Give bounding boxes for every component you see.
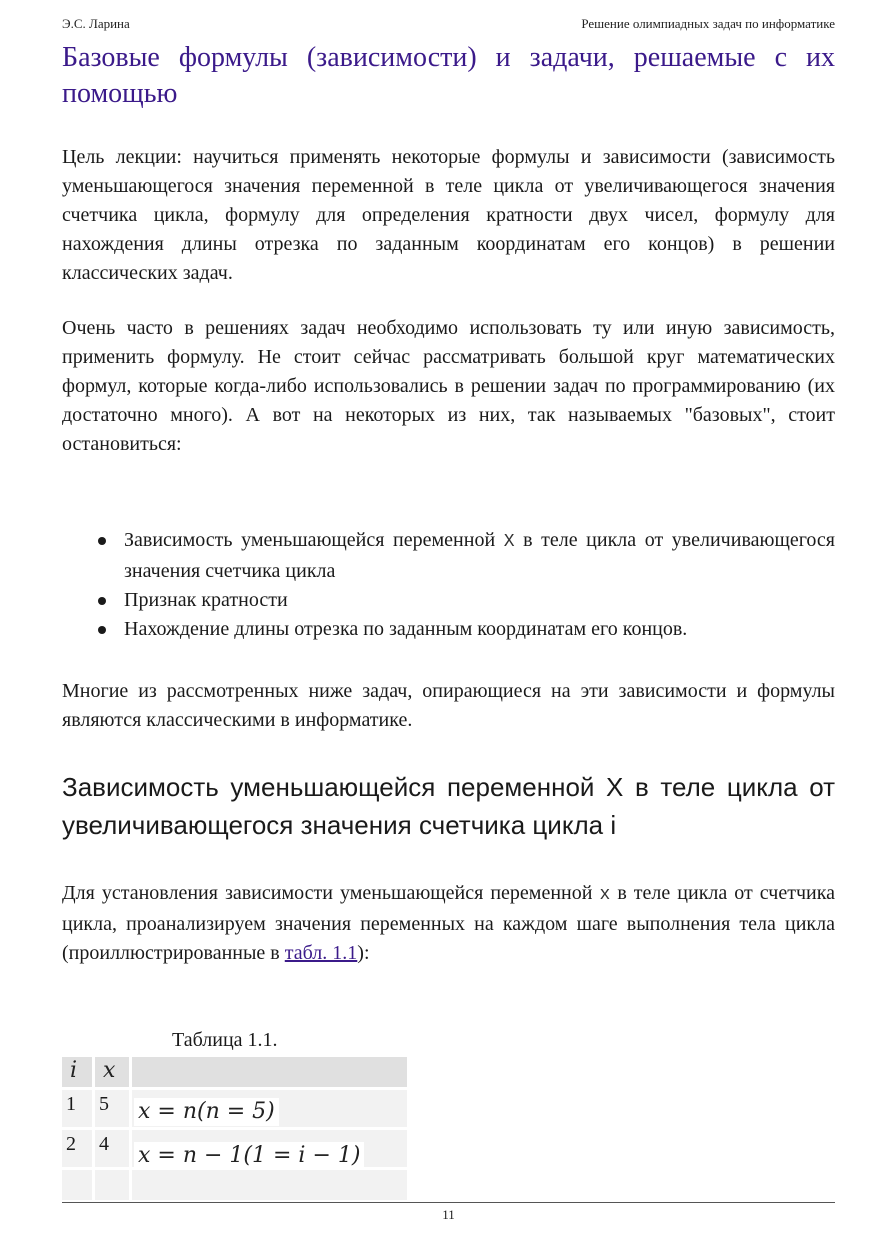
table-header-cell <box>62 1057 95 1090</box>
table-header-cell <box>132 1057 410 1090</box>
header-course-title: Решение олимпиадных задач по информатике <box>581 16 835 31</box>
table-header-i: i <box>70 1058 78 1083</box>
footer-divider <box>62 1202 835 1203</box>
table-cell-i <box>62 1170 95 1203</box>
table-cell-x: 5 <box>95 1090 132 1130</box>
table-cell-x: 4 <box>95 1130 132 1170</box>
classic-tasks-paragraph: Многие из рассмотренных ниже задач, опирающиеся на эти зависимости и формулы являются классическими в информатике. <box>62 680 835 731</box>
table-header-x: x <box>103 1058 116 1083</box>
list-item-text: Зависимость уменьшающейся переменной <box>124 529 496 551</box>
formula-image: x = n(n = 5) <box>134 1098 279 1126</box>
list-item-text: в теле цикла от увеличивающегося значения счетчика цикла <box>124 529 835 582</box>
list-item <box>62 526 835 586</box>
section-text: Для установления зависимости уменьшающейся переменной <box>62 882 593 904</box>
intro-paragraph: Очень часто в решениях задач необходимо использовать ту или иную зависимость, применить формулу. Не стоит сейчас рассматривать большой круг математических формул, которые когда-либо использовались в решении задач по программированию (их достаточно много). А вот на некоторых из них, так называемых "базовых", стоит остановиться: <box>62 317 835 455</box>
formula-image: x = n − 1(1 = i − 1) <box>134 1142 364 1170</box>
running-header <box>62 16 835 32</box>
document-page <box>62 0 835 1241</box>
section-text: в теле цикла от счетчика цикла, проанализируем значения переменных на каждом шаге выполнения тела цикла (проиллюстрированные в <box>62 882 836 964</box>
table-cell-formula <box>132 1130 410 1170</box>
bullet-icon <box>98 626 106 634</box>
section-text: ): <box>357 942 370 964</box>
values-table <box>62 1057 410 1203</box>
header-author: Э.С. Ларина <box>62 16 130 31</box>
list-item <box>62 615 835 644</box>
section-paragraph <box>62 879 835 968</box>
table-cell-formula <box>132 1090 410 1130</box>
table-link[interactable]: табл. 1.1 <box>284 942 358 964</box>
list-item <box>62 586 835 615</box>
table-caption: Таблица 1.1. <box>172 1029 278 1051</box>
lecture-title: Базовые формулы (зависимости) и задачи, решаемые с их помощью <box>62 42 835 109</box>
formula-list <box>62 526 835 644</box>
table-cell-x <box>95 1170 132 1203</box>
lecture-goal-paragraph: Цель лекции: научиться применять некоторые формулы и зависимости (зависимость уменьшающегося значения переменной в теле цикла от увеличивающегося значения счетчика цикла, формулу для определения кратности двух чисел, формулу для нахождения длины отрезка по заданным координатам его концов) в решении классических задач. <box>62 146 835 284</box>
variable-x: x <box>599 885 611 905</box>
section-heading: Зависимость уменьшающейся переменной X в теле цикла от увеличивающегося значения счетчика цикла i <box>62 772 835 840</box>
bullet-icon <box>98 537 106 545</box>
table-cell-i: 1 <box>62 1090 95 1130</box>
variable-x: X <box>503 532 515 552</box>
table-cell-i: 2 <box>62 1130 95 1170</box>
list-item-text: Нахождение длины отрезка по заданным координатам его концов. <box>124 618 688 640</box>
table-header-cell <box>95 1057 132 1090</box>
bullet-icon <box>98 597 106 605</box>
page-number: 11 <box>442 1207 455 1222</box>
table-cell-formula <box>132 1170 410 1203</box>
list-item-text: Признак кратности <box>124 589 288 611</box>
